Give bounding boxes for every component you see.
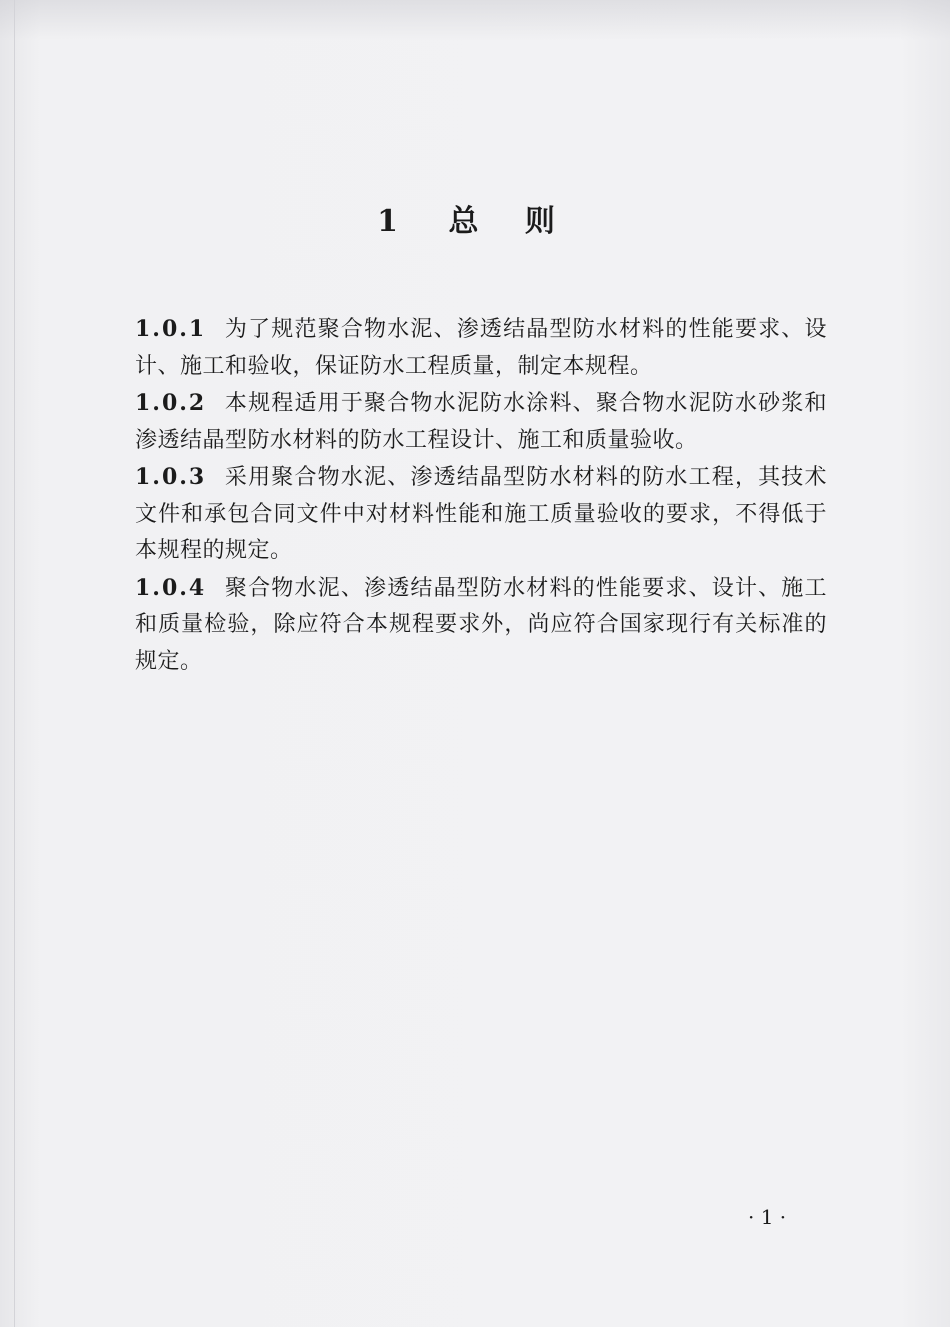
clause-number: 1.0.4 [135,574,207,601]
clause-text: 本规程适用于聚合物水泥防水涂料、聚合物水泥防水砂浆和渗透结晶型防水材料的防水工程设计、施工和质量验收。 [135,391,827,453]
clause-number: 1.0.1 [135,316,207,342]
chapter-body [135,311,827,680]
clause-text: 为了规范聚合物水泥、渗透结晶型防水材料的性能要求、设计、施工和验收，保证防水工程质量，制定本规程。 [135,317,827,379]
clause-text: 采用聚合物水泥、渗透结晶型防水材料的防水工程，其技术文件和承包合同文件中对材料性能和施工质量验收的要求，不得低于本规程的规定。 [135,465,827,563]
clause-1-0-1 [135,311,827,385]
chapter-title-char-1: 总 [448,204,479,239]
clause-number: 1.0.2 [135,390,207,416]
chapter-number: 1 [377,204,398,239]
clause-1-0-2 [135,385,827,459]
clause-number: 1.0.3 [135,464,207,490]
page-number: · 1 · [748,1205,787,1229]
chapter-title [0,196,950,240]
scan-shadow [0,0,950,40]
clause-1-0-4 [135,570,827,681]
clause-text: 聚合物水泥、渗透结晶型防水材料的性能要求、设计、施工和质量检验，除应符合本规程要求外，尚应符合国家现行有关标准的规定。 [135,575,827,674]
clause-1-0-3 [135,459,827,570]
chapter-title-char-2: 则 [524,204,555,239]
